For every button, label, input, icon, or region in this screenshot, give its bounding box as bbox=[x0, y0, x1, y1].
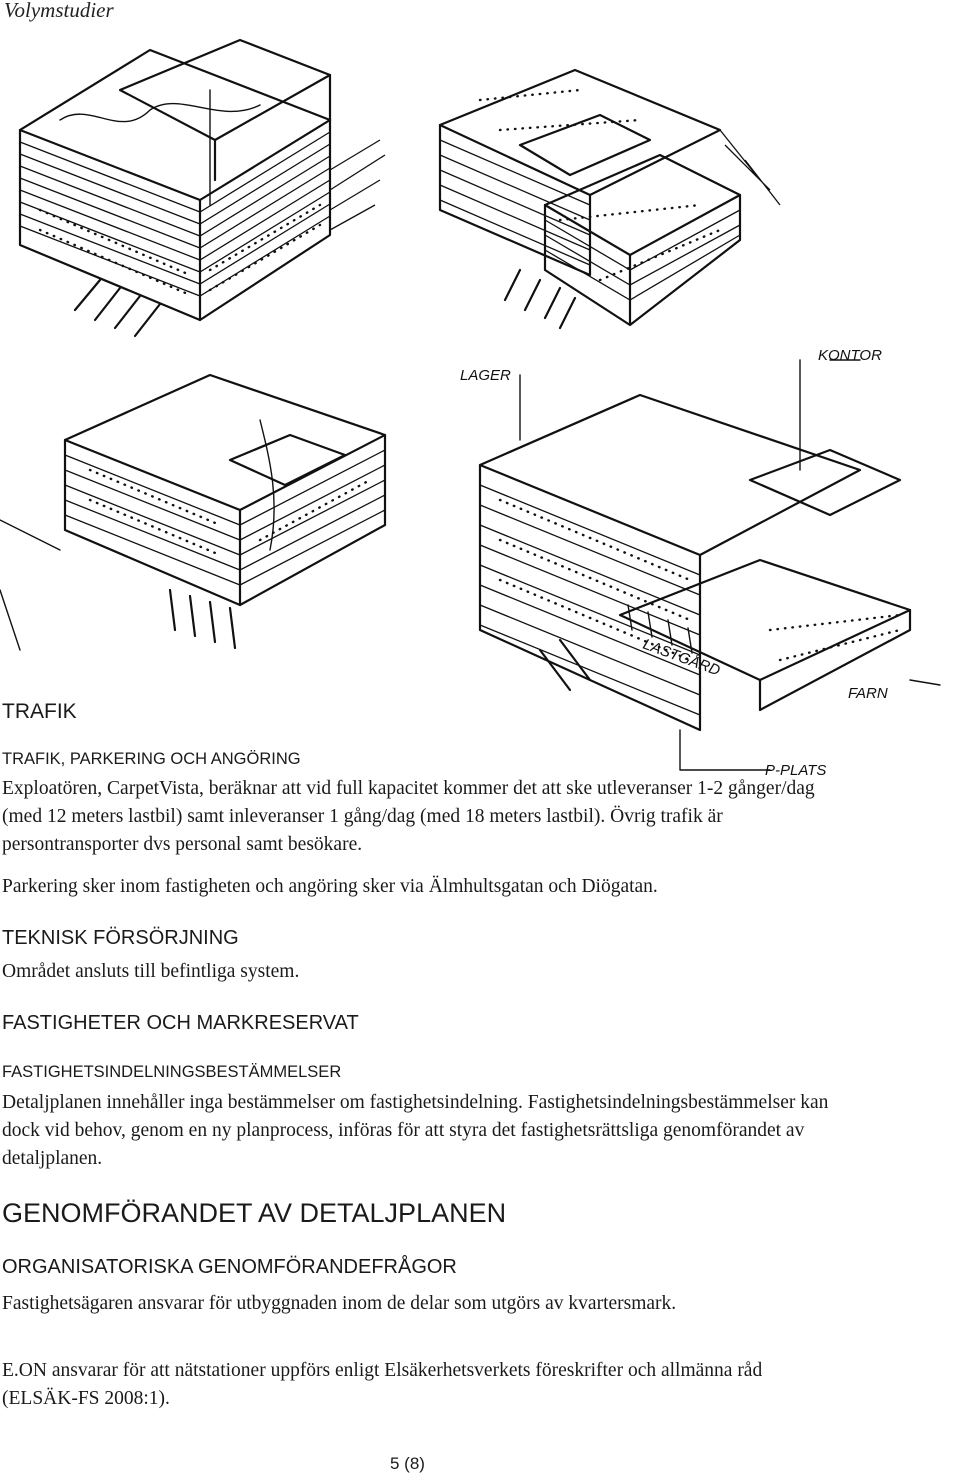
teknisk-paragraph: Området ansluts till befintliga system. bbox=[2, 961, 300, 982]
trafik-paragraph-1: Exploatören, CarpetVista, beräknar att vid full kapacitet kommer det att ske utleveranser 1-2 gånger/dag (med 12 meters lastbil) samt inleveranser 1 gång/dag (med 18 meters lastbil). Övrig trafik är persontransporter dvs personal samt besökare. bbox=[2, 778, 815, 855]
organisatoriska-paragraph-1: Fastighetsägaren ansvarar för utbyggnaden inom de delar som utgörs av kvartersmark. bbox=[2, 1293, 677, 1314]
organisatoriska-subheading: ORGANISATORISKA GENOMFÖRANDEFRÅGOR bbox=[2, 1256, 457, 1278]
fastigheter-paragraph: Detaljplanen innehåller inga bestämmelser om fastighetsindelning. Fastighetsindelningsbestämmelser kan dock vid behov, genom en ny planprocess, införas för att styra det fastighetsrättsliga genomförandet av detaljplanen. bbox=[2, 1092, 829, 1169]
label-lastgard: LASTGÅRD bbox=[640, 635, 723, 680]
organisatoriska-paragraph-2: E.ON ansvarar för att nätstationer uppförs enligt Elsäkerhetsverkets föreskrifter och allmänna råd (ELSÄK-FS 2008:1). bbox=[2, 1360, 763, 1409]
trafik-heading: TRAFIK bbox=[2, 700, 77, 723]
trafik-subheading: TRAFIK, PARKERING OCH ANGÖRING bbox=[2, 750, 301, 768]
sketch-top-right bbox=[440, 70, 780, 328]
fastigheter-subheading: FASTIGHETSINDELNINGSBESTÄMMELSER bbox=[2, 1063, 342, 1081]
label-farn: FARN bbox=[848, 685, 888, 702]
page-number: 5 (8) bbox=[390, 1454, 425, 1473]
genomforande-heading: GENOMFÖRANDET AV DETALJPLANEN bbox=[2, 1198, 507, 1228]
fastigheter-heading: FASTIGHETER OCH MARKRESERVAT bbox=[2, 1012, 359, 1034]
label-lager: LAGER bbox=[460, 367, 511, 384]
sketch-mid-right bbox=[460, 347, 940, 779]
sketch-mid-left bbox=[0, 375, 385, 650]
label-kontor: KONTOR bbox=[818, 347, 882, 364]
label-parkering: P-PLATS bbox=[765, 762, 827, 779]
teknisk-heading: TEKNISK FÖRSÖRJNING bbox=[2, 927, 239, 949]
sketch-drawings bbox=[0, 30, 960, 779]
volume-study-sketches bbox=[0, 30, 960, 779]
sketch-top-left bbox=[20, 40, 385, 336]
trafik-paragraph-2: Parkering sker inom fastigheten och angöring sker via Älmhultsgatan och Diögatan. bbox=[2, 876, 658, 897]
running-title: Volymstudier bbox=[4, 0, 114, 22]
